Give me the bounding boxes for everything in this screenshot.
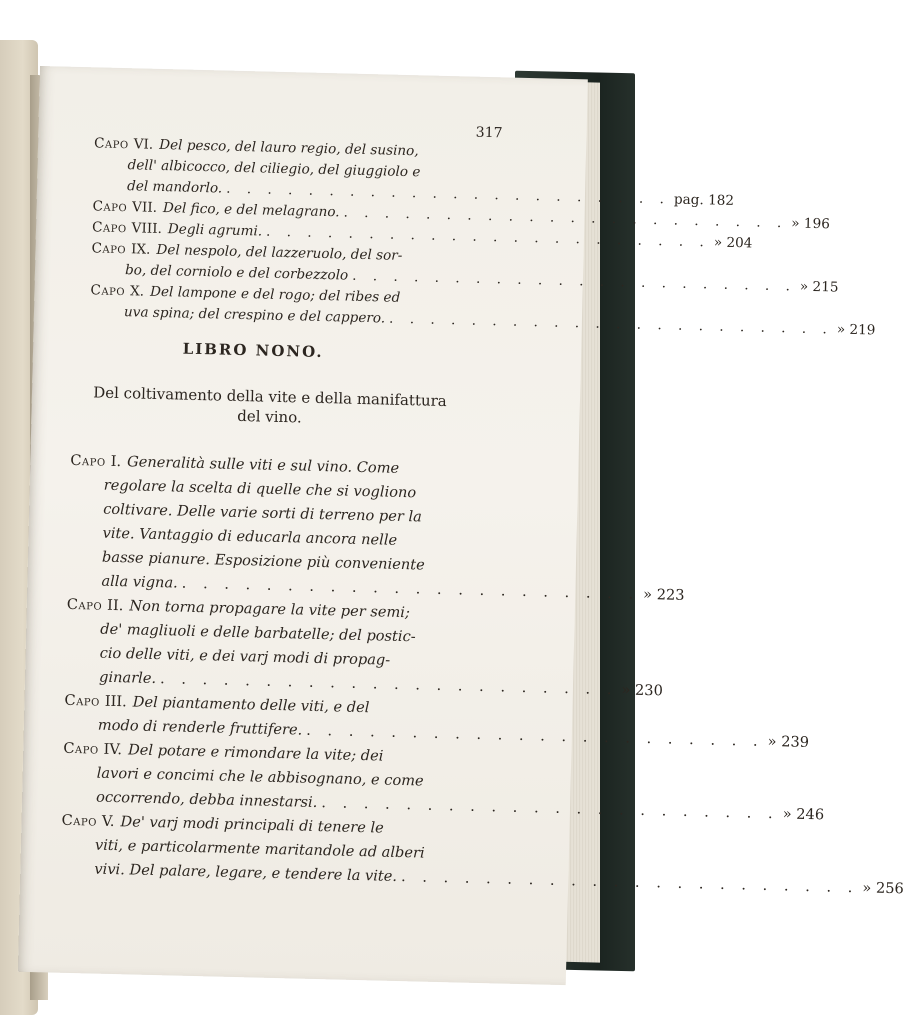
page-ref: pag. 182: [673, 191, 735, 209]
book-heading: LIBRO NONO.: [182, 339, 324, 362]
leader-dots: . . . . . . . . . . . . . . . . . . . . . .: [321, 794, 779, 823]
chapter-title-line: bo, del corniolo e del corbezzolo: [124, 262, 349, 284]
page-number: 317: [475, 124, 503, 142]
chapter-title-line: Del nespolo, del lazzeruolo, del sor-: [156, 241, 403, 264]
capo-label: Capo: [93, 135, 129, 153]
leader-dots: . . . . . . . . . . . . . . . . . . . . . .: [306, 721, 764, 750]
page-ref: » 239: [767, 732, 810, 751]
leader-dots: . . . . . . . . . . . . . . . . . . . . . .: [265, 223, 710, 251]
chapter-title-line: cio delle viti, e dei varj modi di propag-: [99, 644, 391, 669]
chapter-number: I.: [110, 452, 122, 471]
chapter-title-line: viti, e particolarmente maritandole ad alberi: [94, 836, 425, 862]
leader-dots: . . . . . . . . . . . . . . . . . . . . . .: [159, 670, 618, 699]
chapter-title-line: vite. Vantaggio di educarla ancora nelle: [102, 524, 398, 549]
chapter-title-line: coltivare. Delle varie sorti di terreno per la: [102, 500, 423, 526]
chapter-title-line: Del piantamento delle viti, e del: [132, 693, 370, 717]
chapter-title-line: modo di renderle fruttifere.: [97, 716, 303, 739]
chapter-title-line: alla vigna.: [101, 572, 178, 592]
toc-entry: [65, 593, 664, 700]
chapter-number: VIII.: [131, 220, 163, 238]
page-ref: » 230: [621, 681, 664, 700]
book-subtitle: [69, 382, 470, 432]
chapter-title-line: uva spina; del crespino e del cappero.: [123, 304, 386, 327]
capo-label: Capo: [90, 282, 126, 300]
chapter-title-line: occorrendo, debba innestarsi.: [95, 788, 318, 811]
leader-dots: . . . . . . . . . . . . . . . . . . . . . .: [352, 267, 797, 295]
book-page: [18, 66, 905, 985]
chapter-title-line: Del potare e rimondare la vite; dei: [127, 741, 384, 765]
chapter-title-line: lavori e concimi che le abbisognano, e come: [96, 764, 424, 790]
chapter-title-line: Del pesco, del lauro regio, del susino,: [158, 136, 419, 160]
capo-label: Capo: [63, 739, 99, 758]
chapter-title-line: Del fico, e del melagrano.: [162, 200, 340, 221]
chapter-title-line: Non torna propagare la vite per semi;: [129, 597, 411, 622]
chapter-title-line: regolare la scelta di quelle che si vogliono: [103, 476, 417, 502]
capo-label: Capo: [92, 198, 128, 216]
leader-dots: . . . . . . . . . . . . . . . . . . . . . .: [226, 180, 671, 208]
subtitle-line: del vino.: [237, 406, 302, 427]
chapter-number: IX.: [130, 241, 151, 258]
leader-dots: . . . . . . . . . . . . . . . . . . . . . .: [388, 310, 834, 338]
capo-label: Capo: [64, 691, 101, 710]
chapter-title-line: del mandorlo.: [126, 178, 223, 197]
chapter-title-line: basse pianure. Esposizione più conveniente: [101, 548, 425, 574]
chapter-title-line: De' varj modi principali di tenere le: [120, 813, 385, 837]
chapter-title-line: dell' albicocco, del ciliegio, del giuggiolo e: [127, 157, 421, 181]
page-ref: » 256: [862, 879, 905, 898]
subtitle-line: Del coltivamento della vite e della manifattura: [92, 383, 447, 411]
page-ref: » 204: [713, 234, 753, 252]
leader-dots: . . . . . . . . . . . . . . . . . . . . . .: [400, 868, 859, 897]
leader-dots: . . . . . . . . . . . . . . . . . . . . . .: [181, 574, 640, 603]
capo-label: Capo: [61, 811, 98, 830]
chapter-title-line: vivi. Del palare, legare, e tendere la vite.: [94, 860, 398, 885]
chapter-title-line: ginarle.: [98, 668, 157, 688]
chapter-number: X.: [129, 283, 145, 300]
page-ref: » 196: [791, 215, 831, 233]
toc-entry: [67, 449, 685, 604]
chapter-number: II.: [106, 596, 124, 615]
page-ref: » 223: [642, 585, 685, 604]
page-ref: » 246: [782, 805, 825, 824]
chapter-number: VII.: [131, 199, 158, 216]
capo-label: Capo: [66, 595, 103, 614]
chapter-title-line: Del lampone e del rogo; del ribes ed: [149, 283, 401, 306]
page-ref: » 215: [799, 278, 839, 296]
chapter-title-line: Generalità sulle viti e sul vino. Come: [126, 453, 400, 477]
capo-label: Capo: [91, 219, 127, 237]
chapter-number: V.: [101, 812, 115, 831]
page-ref: » 219: [836, 321, 876, 339]
toc-bottom: [60, 449, 905, 898]
capo-label: Capo: [70, 451, 106, 470]
chapter-number: VI.: [133, 136, 154, 153]
capo-label: Capo: [91, 240, 127, 258]
chapter-number: IV.: [103, 740, 123, 759]
chapter-title-line: de' magliuoli e delle barbatelle; del postic-: [100, 620, 416, 646]
chapter-title-line: Degli agrumi.: [167, 221, 263, 240]
leader-dots: . . . . . . . . . . . . . . . . . . . . . .: [343, 204, 788, 232]
chapter-number: III.: [104, 692, 127, 711]
